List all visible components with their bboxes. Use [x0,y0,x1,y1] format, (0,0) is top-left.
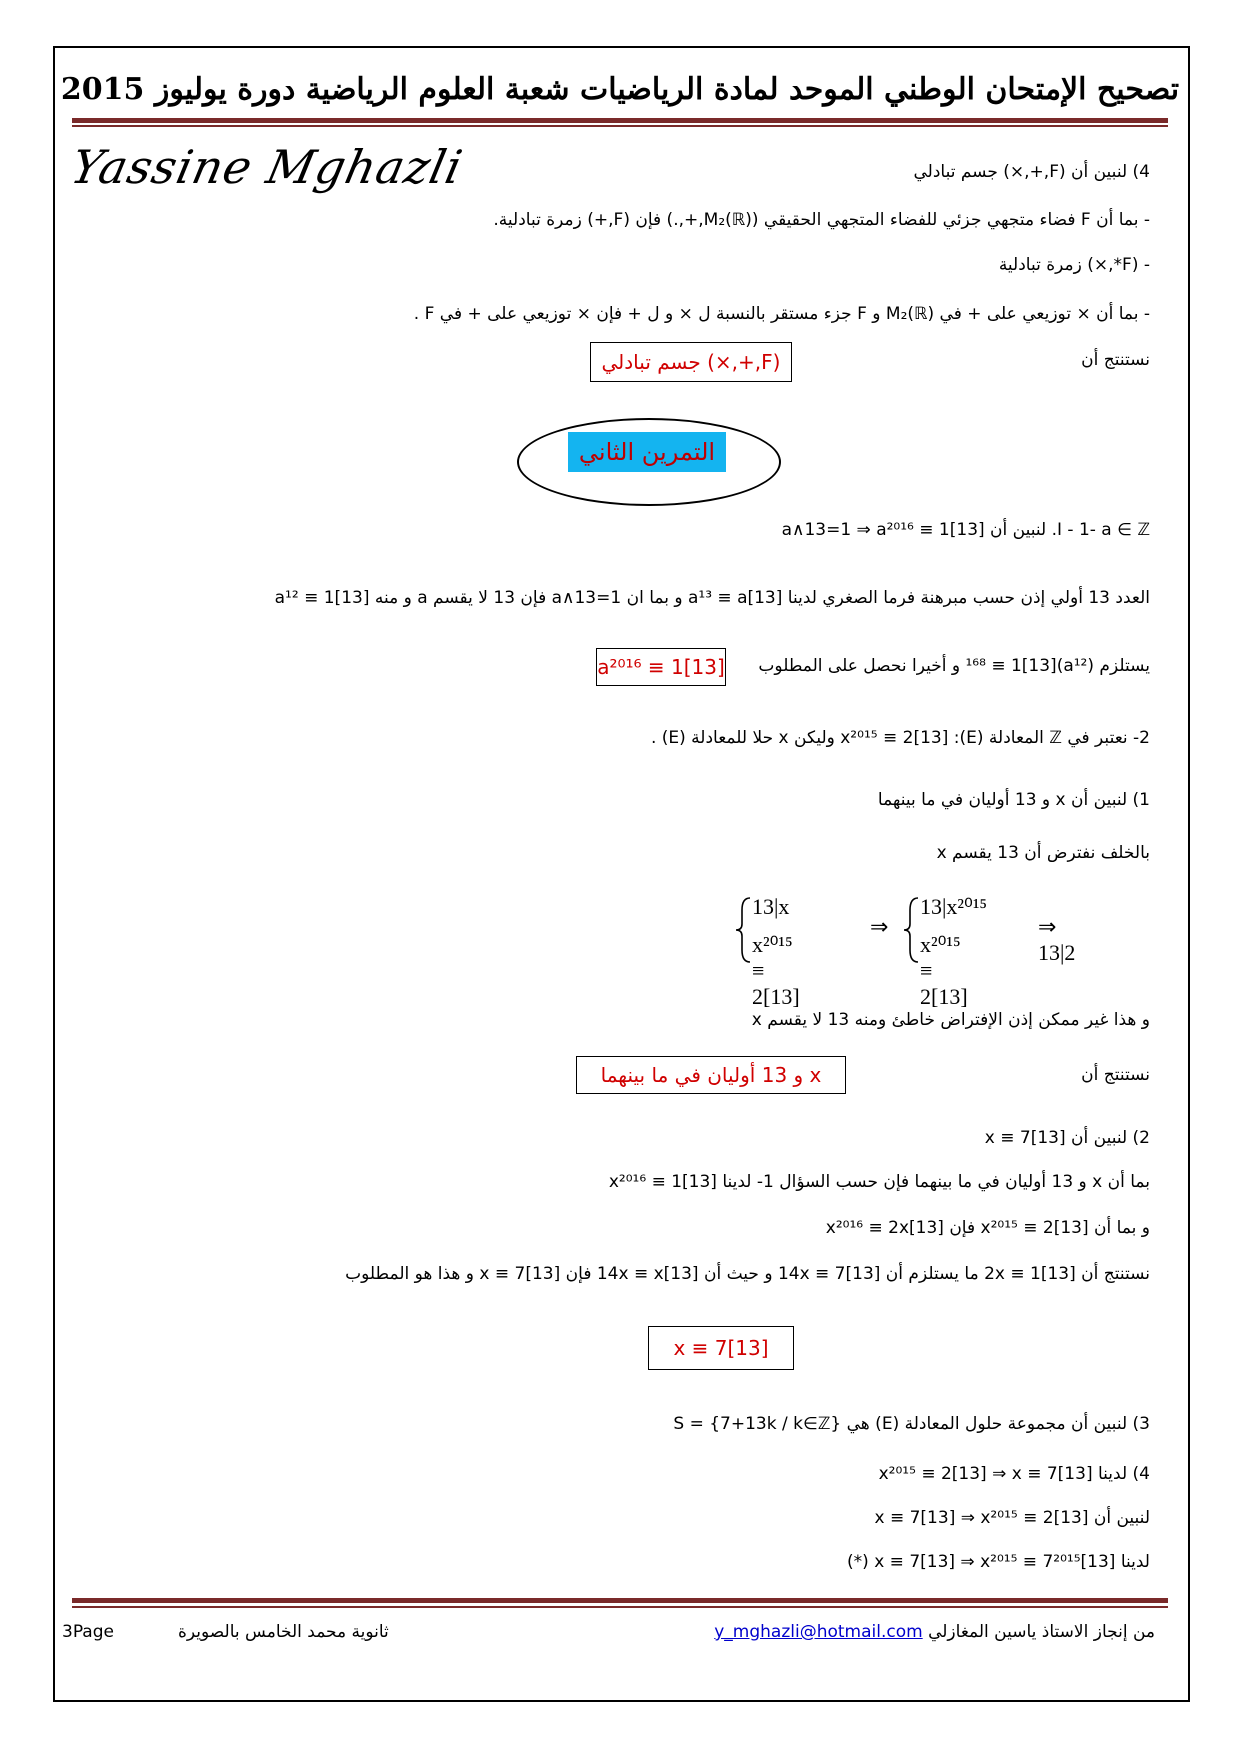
part4-line4: - بما أن × توزيعي على + في M₂(ℝ) و F جزء مستقر بالنسبة ل × و ل + فإن × توزيعي على + في F . [413,304,1150,324]
result-box-fermat: a²⁰¹⁶ ≡ 1[13] [596,648,726,686]
exercise-title: التمرين الثاني [568,432,726,472]
ex2-line9: 2) لنبين أن x ≡ 7[13] [984,1128,1150,1148]
author-credit [714,1622,1155,1642]
result-box-coprime: x و 13 أوليان في ما بينهما [576,1056,846,1094]
header-rule-thin [72,125,1168,127]
sys-arrow: ⇒ [870,914,889,939]
sys-b2: x²⁰¹⁵ ≡ 2[13] [920,932,968,1009]
sys-a2: x²⁰¹⁵ ≡ 2[13] [752,932,800,1009]
page-number: 3Page [62,1622,114,1642]
part4-line1: 4) لنبين أن (F,+,×) جسم تبادلي [913,162,1150,182]
sys-result: ⇒ 13|2 [1038,914,1076,965]
ex2-line2: العدد 13 أولي إذن حسب مبرهنة فرما الصغري لدينا a¹³ ≡ a[13] و بما ان a∧13=1 فإن 13 لا يقسم a و منه a¹² ≡ 1[13] [274,588,1150,608]
ex2-line11: و بما أن x²⁰¹⁵ ≡ 2[13] فإن x²⁰¹⁶ ≡ 2x[13] [825,1218,1150,1238]
author-email-link[interactable]: y_mghazli@hotmail.com [714,1622,923,1642]
ex2-line12: نستنتج أن 2x ≡ 1[13] ما يستلزم أن 14x ≡ 7[13] و حيث أن 14x ≡ x[13] فإن x ≡ 7[13] و هذا هو المطلوب [345,1264,1150,1284]
ex2-line6: بالخلف نفترض أن 13 يقسم x [936,843,1150,863]
ex2-line10: بما أن x و 13 أوليان في ما بينهما فإن حسب السؤال 1- لدينا x²⁰¹⁶ ≡ 1[13] [608,1172,1150,1192]
author-signature: Yassine Mghazli [66,140,468,194]
ex2-line13: 3) لنبين أن مجموعة حلول المعادلة (E) هي S = {7+13k / k∈ℤ} [673,1414,1150,1434]
ex2-line1: I - 1- a ∈ ℤ. لنبين أن a∧13=1 ⇒ a²⁰¹⁶ ≡ 1[13] [781,520,1150,540]
sys-b1: 13|x²⁰¹⁵ [920,894,988,919]
header-rule [72,118,1168,123]
ex2-line4: 2- نعتبر في ℤ المعادلة (E): x²⁰¹⁵ ≡ 2[13] وليكن x حلا للمعادلة (E) . [650,728,1150,748]
result-box-congruence: x ≡ 7[13] [648,1326,794,1370]
ex2-line7: و هذا غير ممكن إذن الإفتراض خاطئ ومنه 13 لا يقسم x [751,1010,1150,1030]
result-box-field: (F,+,×) جسم تبادلي [590,342,792,382]
ex2-line8: نستنتج أن [1081,1065,1150,1085]
ex2-line15: لنبين أن x ≡ 7[13] ⇒ x²⁰¹⁵ ≡ 2[13] [874,1508,1150,1528]
sys-a1: 13|x [752,894,790,919]
part4-conclusion-label: نستنتج أن [1081,350,1150,370]
ex2-line14: 4) لدينا x²⁰¹⁵ ≡ 2[13] ⇒ x ≡ 7[13] [878,1464,1150,1484]
footer-rule-thin [72,1606,1168,1608]
school-name: ثانوية محمد الخامس بالصويرة [178,1622,389,1642]
footer-rule [72,1598,1168,1603]
ex2-line3: يستلزم (a¹²)¹⁶⁸ ≡ 1[13] و أخيرا نحصل على المطلوب [758,656,1150,676]
ex2-line5: 1) لنبين أن x و 13 أوليان في ما بينهما [877,790,1150,810]
part4-line3: - (F*,×) زمرة تبادلية [998,255,1150,275]
page-title: تصحيح الإمتحان الوطني الموحد لمادة الرياضيات شعبة العلوم الرياضية دورة يوليوز 2015 [60,72,1180,107]
page-frame [53,46,1190,1702]
author-name: من إنجاز الاستاذ ياسين المغازلي [928,1622,1155,1642]
ex2-line16: لدينا x ≡ 7[13] ⇒ x²⁰¹⁵ ≡ 7²⁰¹⁵[13] (*) [847,1552,1150,1572]
part4-line2: - بما أن F فضاء متجهي جزئي للفضاء المتجهي الحقيقي (M₂(ℝ),+,.) فإن (F,+) زمرة تبادلية. [493,210,1150,230]
